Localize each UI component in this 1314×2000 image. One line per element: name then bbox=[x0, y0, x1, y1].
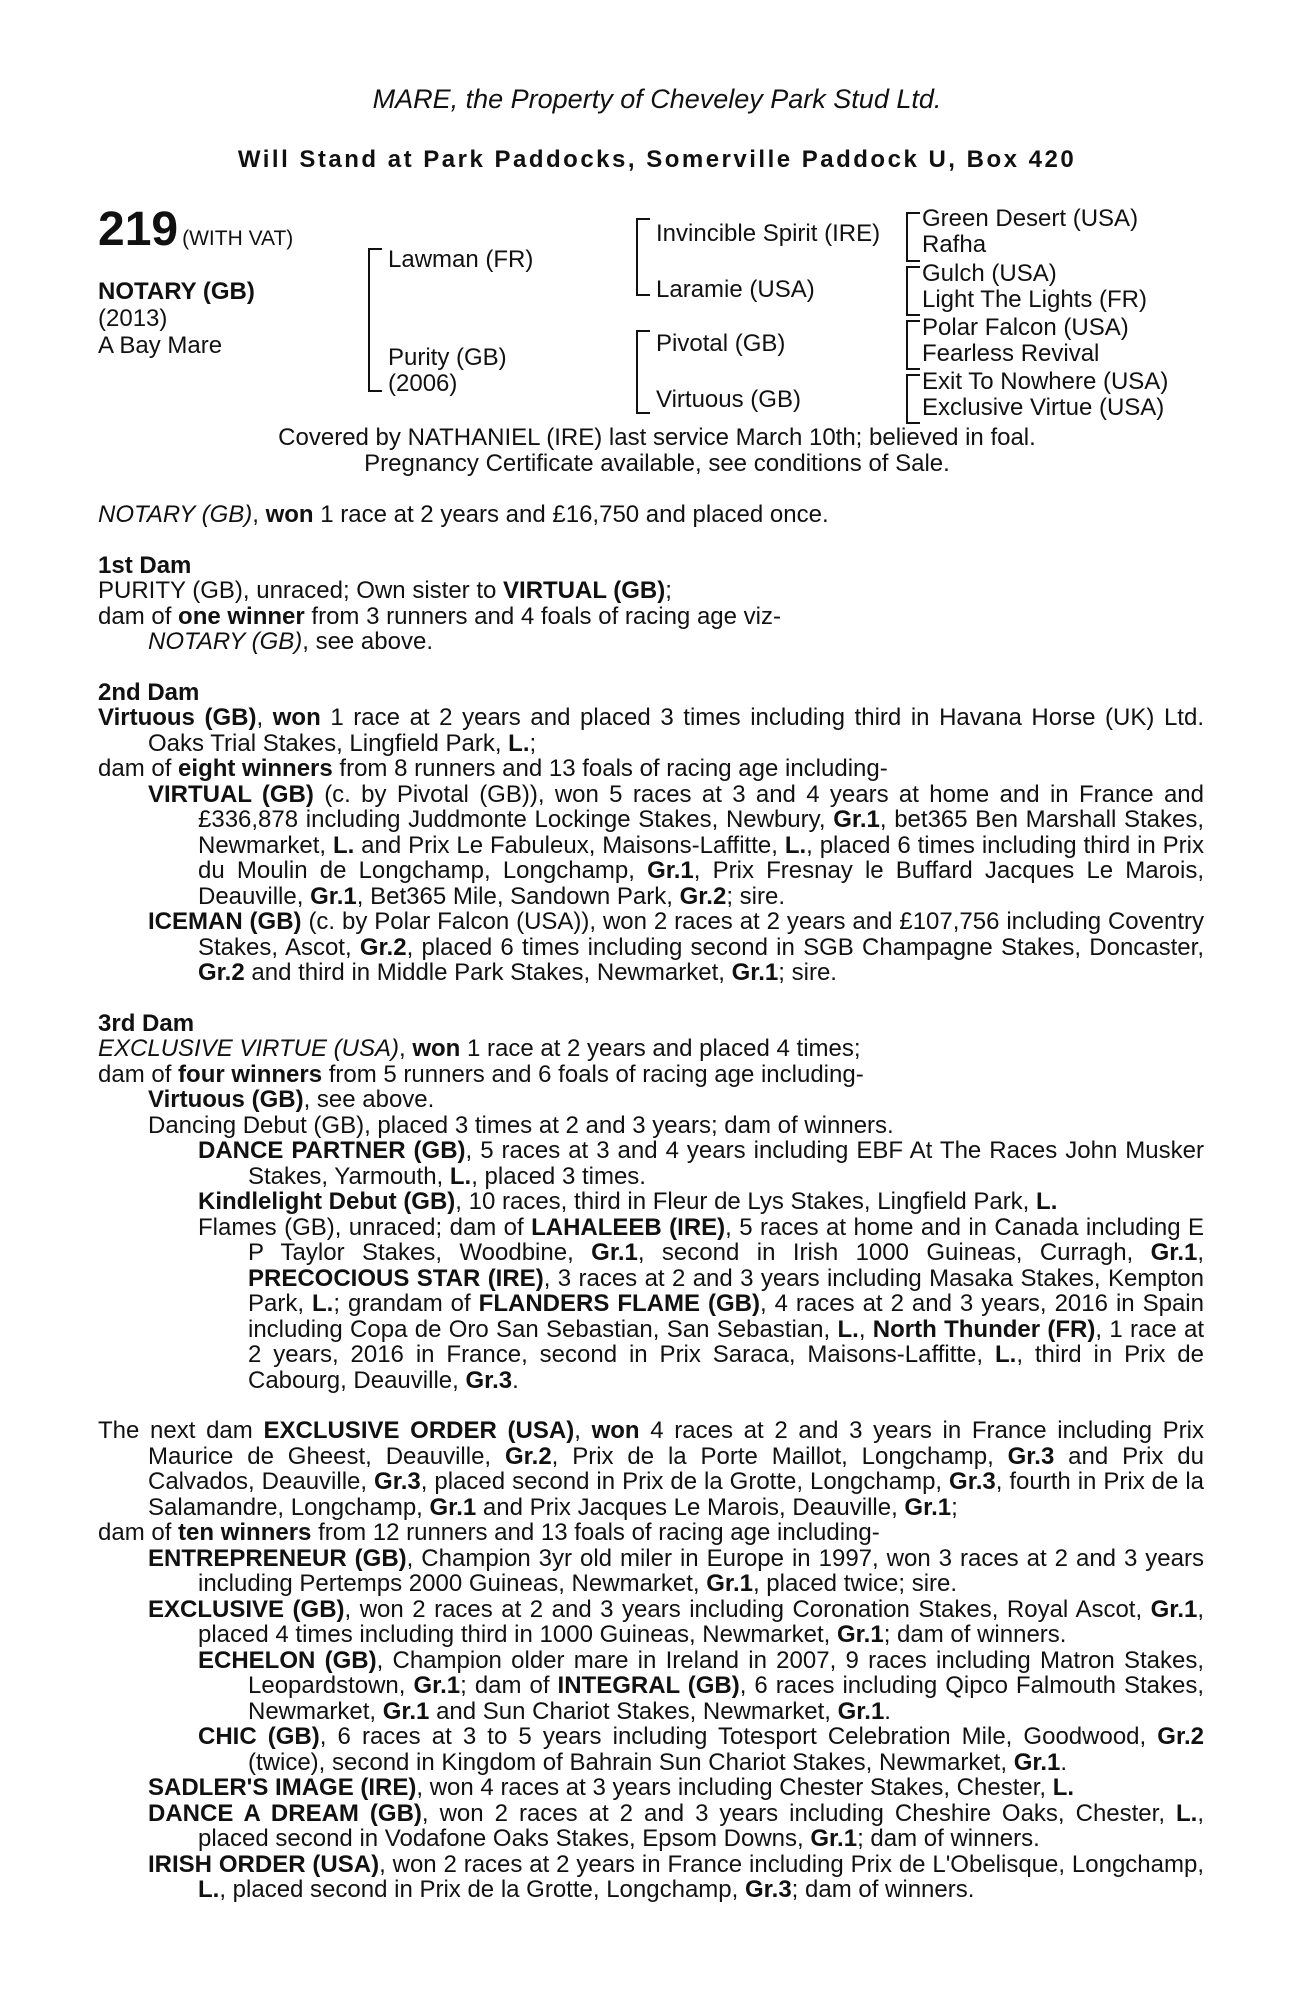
progeny-virtuous: Virtuous (GB), see above. bbox=[148, 1086, 435, 1113]
pedigree-dam: Purity (GB) bbox=[388, 344, 507, 371]
catalogue-body bbox=[98, 502, 1204, 1903]
lot-block bbox=[98, 205, 293, 255]
next-dam-record: The next dam EXCLUSIVE ORDER (USA), won 4 races at 2 and 3 years in France including Prix Maurice de Gheest, Deauville, Gr.2, Prix de la Porte Maillot, Longchamp, Gr.3 and Prix du Calvados, Deauville, Gr.3, placed second in Prix de la Grotte, Longchamp, Gr.3, fourth in Prix de la Salamandre, Longchamp, Gr.1 and Prix Jacques Le Marois, Deauville, Gr.1; bbox=[98, 1417, 1204, 1521]
lot-vat: (WITH VAT) bbox=[182, 227, 294, 250]
pedigree-brace-sd bbox=[906, 266, 920, 316]
progeny-iceman: ICEMAN (GB) (c. by Polar Falcon (USA)), won 2 races at 2 years and £107,756 including Coventry Stakes, Ascot, Gr.2, placed 6 times including second in SGB Champagne Stakes, Doncaster, Gr.2 and third in Middle Park Stakes, Newmarket, Gr.1; sire. bbox=[148, 908, 1204, 986]
pedigree-dam-year: (2006) bbox=[388, 370, 458, 397]
progeny-irish-order: IRISH ORDER (USA), won 2 races at 2 years in France including Prix de L'Obelisque, Longchamp, L., placed second in Prix de la Grotte, Longchamp, Gr.3; dam of winners. bbox=[148, 1850, 1205, 1903]
pedigree-sds: Gulch (USA) bbox=[922, 260, 1057, 287]
pedigree-brace-ds bbox=[906, 320, 920, 370]
horse-description: A Bay Mare bbox=[98, 332, 223, 359]
pedigree-dds: Exit To Nowhere (USA) bbox=[922, 368, 1169, 395]
progeny-chic: CHIC (GB), 6 races at 3 to 5 years including Totesport Celebration Mile, Goodwood, Gr.2 (twice), second in Kingdom of Bahrain Sun Chariot Stakes, Newmarket, Gr.1. bbox=[198, 1723, 1204, 1776]
pedigree-sire-dam: Laramie (USA) bbox=[656, 276, 815, 303]
pedigree-ssd: Rafha bbox=[922, 231, 987, 258]
pedigree-brace-ss bbox=[906, 212, 920, 262]
second-dam-produce: dam of eight winners from 8 runners and 13 foals of racing age including- bbox=[98, 755, 888, 782]
pedigree-dam-dam: Virtuous (GB) bbox=[656, 386, 801, 413]
stand-location: Will Stand at Park Paddocks, Somerville Paddock U, Box 420 bbox=[237, 146, 1077, 173]
third-dam-record: EXCLUSIVE VIRTUE (USA), won 1 race at 2 years and placed 4 times; bbox=[98, 1035, 861, 1062]
pedigree-brace-dd bbox=[906, 374, 920, 424]
pedigree-sire: Lawman (FR) bbox=[388, 246, 534, 273]
pedigree-sss: Green Desert (USA) bbox=[922, 205, 1139, 232]
pedigree-brace-main bbox=[368, 248, 382, 392]
progeny-dance-a-dream: DANCE A DREAM (GB), won 2 races at 2 and 3 years including Cheshire Oaks, Chester, L., placed second in Vodafone Oaks Stakes, Epsom Downs, Gr.1; dam of winners. bbox=[148, 1799, 1204, 1852]
progeny-echelon: ECHELON (GB), Champion older mare in Ireland in 2007, 9 races including Matron Stakes, Leopardstown, Gr.1; dam of INTEGRAL (GB), 6 races including Qipco Falmouth Stakes, Newmarket, Gr.1 and Sun Chariot Stakes, Newmarket, Gr.1. bbox=[198, 1646, 1204, 1725]
page-title: MARE, the Property of Cheveley Park Stud Ltd. bbox=[372, 84, 942, 114]
horse-year: (2013) bbox=[98, 305, 168, 332]
pedigree-brace-sire bbox=[636, 218, 650, 296]
first-dam-line: PURITY (GB), unraced; Own sister to VIRTUAL (GB); bbox=[98, 577, 672, 604]
progeny-virtual: VIRTUAL (GB) (c. by Pivotal (GB)), won 5 races at 3 and 4 years at home and in France and £336,878 including Juddmonte Lockinge Stakes, Newbury, Gr.1, bet365 Ben Marshall Stakes, Newmarket, L. and Prix Le Fabuleux, Maisons-Laffitte, L., placed 6 times including third in Prix du Moulin de Longchamp, Longchamp, Gr.1, Prix Fresnay le Buffard Jacques Le Marois, Deauville, Gr.1, Bet365 Mile, Sandown Park, Gr.2; sire. bbox=[148, 780, 1205, 910]
pedigree-dsd: Fearless Revival bbox=[922, 340, 1100, 367]
pedigree-dam-sire: Pivotal (GB) bbox=[656, 330, 786, 357]
progeny-flames: Flames (GB), unraced; dam of LAHALEEB (IRE), 5 races at home and in Canada including E P Taylor Stakes, Woodbine, Gr.1, second in Irish 1000 Guineas, Curragh, Gr.1, PRECOCIOUS STAR (IRE), 3 races at 2 and 3 years including Masaka Stakes, Kempton Park, L.; grandam of FLANDERS FLAME (GB), 4 races at 2 and 3 years, 2016 in Spain including Copa de Oro San Sebastian, San Sebastian, L., North Thunder (FR), 1 race at 2 years, 2016 in France, second in Prix Saraca, Maisons-Laffitte, L., third in Prix de Cabourg, Deauville, Gr.3. bbox=[198, 1213, 1205, 1394]
lot-number: 219 bbox=[98, 203, 179, 256]
race-summary: NOTARY (GB), won 1 race at 2 years and £16,750 and placed once. bbox=[98, 501, 829, 528]
progeny-dancing-debut: Dancing Debut (GB), placed 3 times at 2 and 3 years; dam of winners. bbox=[148, 1111, 894, 1139]
next-dam-produce: dam of ten winners from 12 runners and 13 foals of racing age including- bbox=[98, 1519, 880, 1546]
third-dam-heading: 3rd Dam bbox=[98, 1009, 195, 1037]
first-dam-heading: 1st Dam bbox=[98, 551, 192, 579]
pedigree-sire-sire: Invincible Spirit (IRE) bbox=[656, 220, 881, 247]
progeny-entrepreneur: ENTREPRENEUR (GB), Champion 3yr old miler in Europe in 1997, won 3 races at 2 and 3 years including Pertemps 2000 Guineas, Newmarket, Gr.1, placed twice; sire. bbox=[148, 1544, 1204, 1597]
pedigree-brace-dam bbox=[636, 330, 650, 414]
progeny-exclusive: EXCLUSIVE (GB), won 2 races at 2 and 3 years including Coronation Stakes, Royal Ascot, Gr.1, placed 4 times including third in 1000 Guineas, Newmarket, Gr.1; dam of winners. bbox=[148, 1595, 1205, 1648]
first-dam-produce: dam of one winner from 3 runners and 4 foals of racing age viz- bbox=[98, 602, 781, 630]
progeny-kindlelight-debut: Kindlelight Debut (GB), 10 races, third in Fleur de Lys Stakes, Lingfield Park, L. bbox=[198, 1188, 1058, 1215]
pedigree-sdd: Light The Lights (FR) bbox=[922, 286, 1147, 313]
progeny-sadlers-image: SADLER'S IMAGE (IRE), won 4 races at 3 years including Chester Stakes, Chester, L. bbox=[148, 1774, 1075, 1801]
second-dam-record: Virtuous (GB), won 1 race at 2 years and placed 3 times including third in Havana Horse (UK) Ltd. Oaks Trial Stakes, Lingfield Park, L.; bbox=[98, 704, 1204, 757]
first-dam-foal: NOTARY (GB), see above. bbox=[148, 628, 433, 655]
horse-name: NOTARY (GB) bbox=[98, 278, 255, 305]
third-dam-produce: dam of four winners from 5 runners and 6 foals of racing age including- bbox=[98, 1060, 864, 1088]
covering-note: Covered by NATHANIEL (IRE) last service March 10th; believed in foal. bbox=[278, 424, 1036, 451]
pregnancy-note: Pregnancy Certificate available, see conditions of Sale. bbox=[364, 450, 950, 477]
pedigree-ddd: Exclusive Virtue (USA) bbox=[922, 394, 1165, 421]
progeny-dance-partner: DANCE PARTNER (GB), 5 races at 3 and 4 years including EBF At The Races John Musker Stakes, Yarmouth, L., placed 3 times. bbox=[198, 1137, 1204, 1190]
second-dam-heading: 2nd Dam bbox=[98, 678, 200, 706]
pedigree-dss: Polar Falcon (USA) bbox=[922, 314, 1129, 341]
